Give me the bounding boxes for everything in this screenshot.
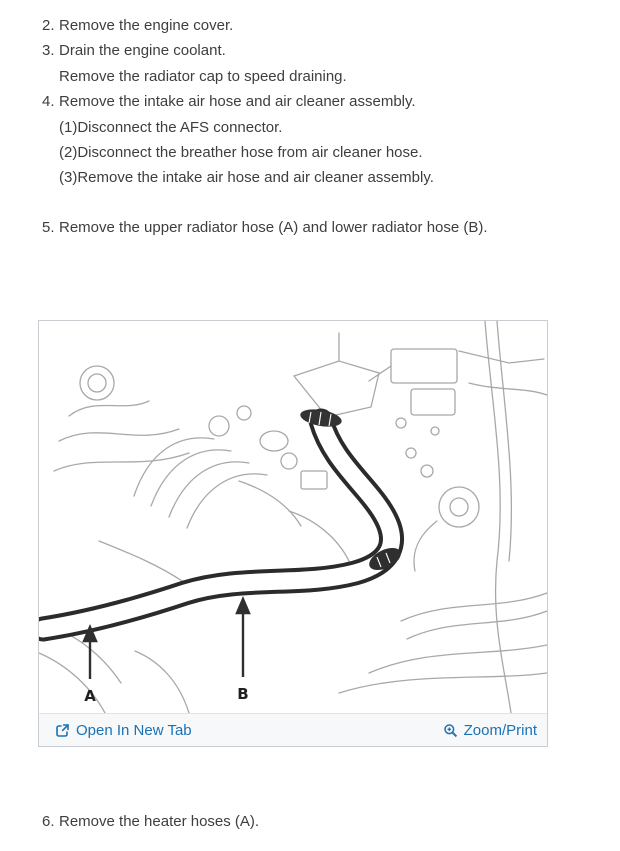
zoom-print-label: Zoom/Print xyxy=(463,721,537,739)
step-number: 5. xyxy=(42,218,55,236)
zoom-print-button[interactable] xyxy=(443,722,537,739)
figure-toolbar xyxy=(39,713,547,746)
step-substep: (1)Disconnect the AFS connector. xyxy=(59,118,283,136)
step-substep: (3)Remove the intake air hose and air cleaner assembly. xyxy=(59,169,434,187)
engine-background-lines xyxy=(39,321,547,713)
step-text: Drain the engine coolant. xyxy=(59,42,226,60)
step-item-4 xyxy=(42,89,584,191)
engine-diagram xyxy=(39,321,547,713)
open-in-new-tab-label: Open In New Tab xyxy=(76,721,192,739)
step-number: 6. xyxy=(42,813,55,831)
instruction-steps xyxy=(0,0,620,240)
hose-clamp-upper xyxy=(299,407,343,430)
step-text: Remove the intake air hose and air cleaner assembly. xyxy=(59,93,416,111)
step-text: Remove the engine cover. xyxy=(59,17,234,34)
step-number: 2. xyxy=(42,17,55,34)
label-b: B xyxy=(237,685,249,704)
step-item-3 xyxy=(42,38,584,89)
step-text: Remove the upper radiator hose (A) and lower radiator hose (B). xyxy=(59,218,488,236)
open-in-new-tab-icon xyxy=(55,723,70,738)
step-item-5 xyxy=(42,215,584,240)
label-a: A xyxy=(84,687,96,706)
step-number: 4. xyxy=(42,93,55,111)
step-text: Remove the radiator cap to speed draining. xyxy=(59,67,347,85)
step-item-6 xyxy=(0,809,620,834)
step-substep: (2)Disconnect the breather hose from air cleaner hose. xyxy=(59,144,423,162)
figure-image xyxy=(39,321,547,713)
radiator-hose-drawing xyxy=(43,407,404,630)
step-number: 3. xyxy=(42,42,55,60)
figure-panel xyxy=(38,320,548,747)
step-item-2 xyxy=(42,13,584,38)
step-text: Remove the heater hoses (A). xyxy=(59,813,260,831)
open-in-new-tab-button[interactable] xyxy=(55,722,192,739)
zoom-icon xyxy=(443,723,458,738)
